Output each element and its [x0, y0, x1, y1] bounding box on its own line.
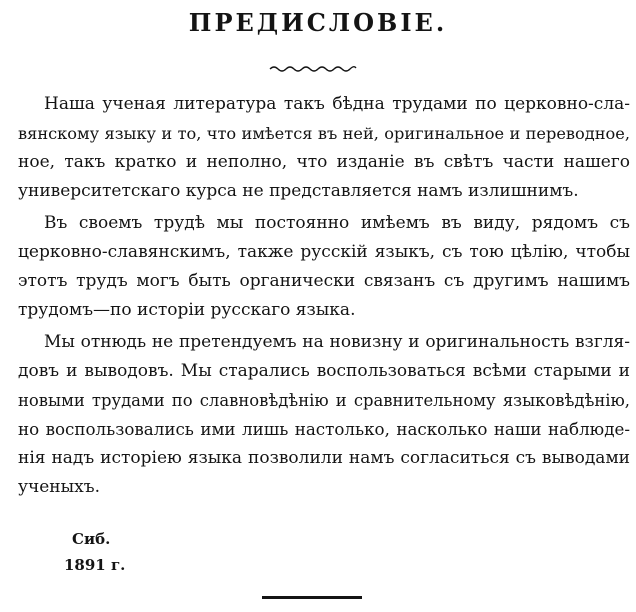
paragraph-2	[18, 209, 630, 325]
text-line: трудомъ—по исторіи русскаго языка.	[18, 300, 356, 320]
text-line: вянскому языку и то, что имѣется въ ней, оригинальное и переводное,	[18, 124, 630, 143]
text-line: университетскаго курса не представляется намъ излишнимъ.	[18, 181, 579, 201]
text-line: церковно-славянскимъ, также русскій языкъ, съ тою цѣлію, чтобы	[18, 242, 630, 262]
text-line: новыми трудами по славновѣдѣнію и сравнительному языковѣдѣнію,	[18, 391, 630, 410]
preface-body	[18, 90, 630, 502]
signature-year: 1891 г.	[64, 556, 126, 574]
text-line: но воспользовались ими лишь настолько, насколько наши наблюде-	[18, 419, 630, 439]
closing-rule	[262, 596, 362, 599]
signature-block	[64, 526, 125, 578]
text-line: Мы отнюдь не претендуемъ на новизну и оригинальность взгля-	[44, 332, 630, 352]
paragraph-3	[18, 328, 630, 502]
text-line: этотъ трудъ могъ быть органически связанъ съ другимъ нашимъ	[18, 271, 630, 291]
text-line: нія надъ исторіею языка позволили намъ согласиться съ выводами	[18, 448, 630, 468]
text-line: Наша ученая литература такъ бѣдна трудами по церковно-сла-	[44, 94, 630, 114]
text-line: ученыхъ.	[18, 477, 100, 497]
title-flourish-ornament	[268, 62, 358, 74]
text-line: ное, такъ кратко и неполно, что изданіе въ свѣтъ части нашего	[18, 152, 630, 172]
paragraph-1	[18, 90, 630, 206]
text-line: Въ своемъ трудѣ мы постоянно имѣемъ въ виду, рядомъ съ	[44, 213, 630, 233]
signature-place: Сиб.	[72, 530, 111, 548]
page-title: ПРЕДИСЛОВІЕ.	[188, 8, 448, 37]
text-line: довъ и выводовъ. Мы старались воспользоваться всѣми старыми и	[18, 361, 630, 381]
